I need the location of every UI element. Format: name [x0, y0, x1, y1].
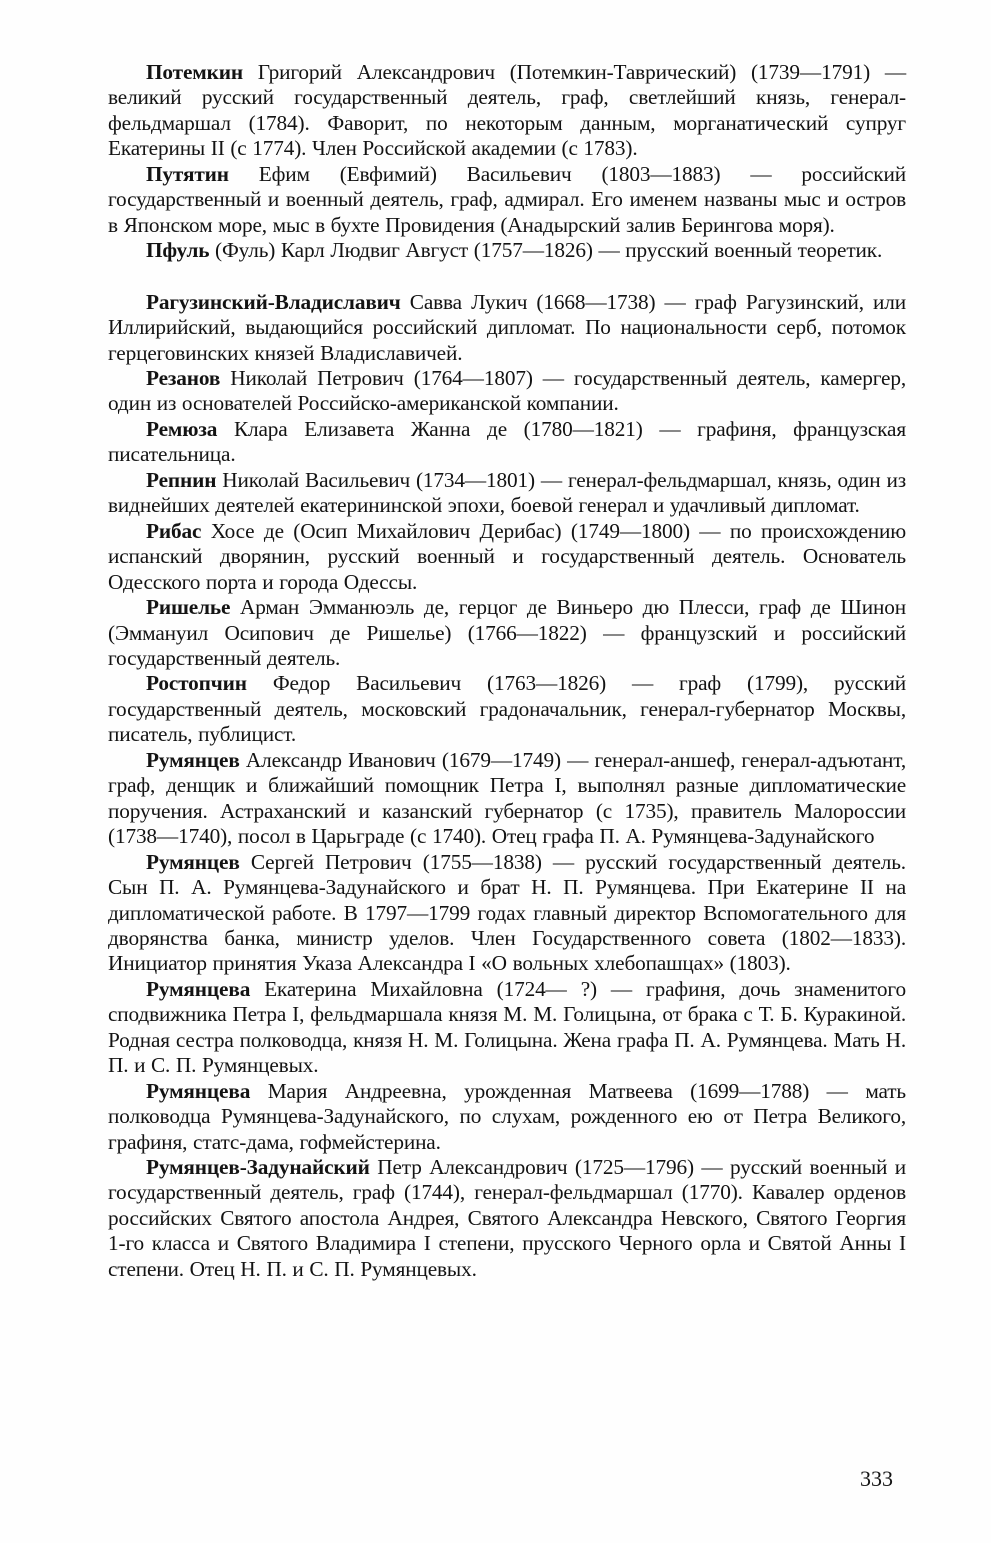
dictionary-entry [108, 60, 906, 162]
entry-text: Ефим (Евфимий) Васильевич (1803—1883) — российский государственный и военный деятель, граф, адмирал. Его именем названы мыс и остров в Японском море, мыс в бухте Провидения (Анадырский залив Берингова моря). [108, 161, 906, 237]
dictionary-entry [108, 468, 906, 519]
entry-text: Николай Васильевич (1734—1801) — генерал-фельдмаршал, князь, один из виднейших деятелей екатерининской эпохи, боевой генерал и удачливый дипломат. [108, 467, 906, 518]
entry-term: Ремюза [146, 416, 218, 441]
entry-text: Николай Петрович (1764—1807) — государственный деятель, камергер, один из основателей Российско-американской компании. [108, 365, 906, 416]
entry-term: Репнин [146, 467, 217, 492]
entry-text: Александр Иванович (1679—1749) — генерал-аншеф, генерал-адъютант, граф, денщик и ближайший помощник Петра I, выполнял разные дипломатические поручения. Астраханский и казанский губернатор (с 1735), правитель Малороссии (1738—1740), посол в Царьграде (с 1740). Отец графа П. А. Румянцева-Задунайского [108, 747, 906, 849]
dictionary-entry [108, 290, 906, 366]
entry-term: Румянцева [146, 976, 251, 1001]
entry-text: (Фуль) Карл Людвиг Август (1757—1826) — прусский военный теоретик. [215, 238, 883, 263]
dictionary-entry [108, 162, 906, 238]
entry-text: Григорий Александрович (Потемкин-Таврический) (1739—1791) — великий русский государственный деятель, граф, светлейший князь, генерал-фельдмаршал (1784). Фаворит, по некоторым данным, морганатический супруг Екатерины II (с 1774). Член Российской академии (с 1783). [108, 60, 906, 161]
dictionary-entry [108, 671, 906, 747]
dictionary-entry [108, 850, 906, 977]
entry-text: Федор Васильевич (1763—1826) — граф (1799), русский государственный деятель, московский градоначальник, генерал-губернатор Москвы, писатель, публицист. [108, 671, 906, 747]
entry-text: Екатерина Михайловна (1724— ?) — графиня, дочь знаменитого сподвижника Петра I, фельдмаршала князя М. М. Голицына, от брака с Т. Б. Куракиной. Родная сестра полководца, князя Н. М. Голицына. Жена графа П. А. Румянцева. Мать Н. П. и С. П. Румянцевых. [108, 976, 906, 1078]
entry-term: Румянцев [146, 849, 240, 874]
dictionary-entry [108, 366, 906, 417]
dictionary-entry [108, 1079, 906, 1155]
dictionary-entry [108, 417, 906, 468]
entry-term: Ришелье [146, 595, 231, 620]
entry-text: Клара Елизавета Жанна де (1780—1821) — графиня, французская писательница. [108, 416, 906, 467]
dictionary-entries [108, 60, 906, 1282]
entry-text: Савва Лукич (1668—1738) — граф Рагузинский, или Иллирийский, выдающийся российский дипломат. По национальности серб, потомок герцеговинских князей Владиславичей. [108, 289, 906, 365]
entry-text: Сергей Петрович (1755—1838) — русский государственный деятель. Сын П. А. Румянцева-Задунайского и брат Н. П. Румянцева. При Екатерине II на дипломатической работе. В 1797—1799 годах главный директор Вспомогательного для дворянства банка, министр уделов. Член Государственного совета (1802—1833). Инициатор принятия Указа Александра I «О вольных хлебопашцах» (1803). [108, 849, 906, 976]
entry-term: Румянцев [146, 747, 240, 772]
entry-text: Петр Александрович (1725—1796) — русский военный и государственный деятель, граф (1744), генерал-фельдмаршал (1770). Кавалер орденов российских Святого апостола Андрея, Святого Александра Невского, Святого Георгия 1-го класса и Святого Владимира I степени, прусского Черного орла и Святой Анны I степени. Отец Н. П. и С. П. Румянцевых. [108, 1155, 906, 1281]
dictionary-entry [108, 977, 906, 1079]
entry-term: Резанов [146, 365, 221, 390]
page-number: 333 [860, 1466, 893, 1491]
entry-term: Пфуль [146, 238, 210, 263]
entry-text: Арман Эмманюэль де, герцог де Виньеро дю Плесси, граф де Шинон (Эммануил Осипович де Ришелье) (1766—1822) — французский и российский государственный деятель. [108, 595, 906, 670]
entry-text: Мария Андреевна, урожденная Матвеева (1699—1788) — мать полководца Румянцева-Задунайского, по слухам, рожденного ею от Петра Великого, графиня, статс-дама, гофмейстерина. [108, 1078, 906, 1154]
dictionary-entry [108, 238, 906, 263]
entry-term: Рибас [146, 518, 202, 543]
entry-term: Румянцев-Задунайский [146, 1155, 370, 1180]
dictionary-entry [108, 519, 906, 595]
entry-text: Хосе де (Осип Михайлович Дерибас) (1749—1800) — по происхождению испанский дворянин, русский военный и государственный деятель. Основатель Одесского порта и города Одессы. [108, 518, 906, 594]
dictionary-entry [108, 1155, 906, 1282]
entry-term: Путятин [146, 161, 229, 186]
entry-term: Ростопчин [146, 671, 247, 696]
dictionary-entry [108, 748, 906, 850]
entry-term: Румянцева [146, 1078, 251, 1103]
dictionary-entry [108, 595, 906, 671]
entry-term: Потемкин [146, 60, 243, 84]
entry-term: Рагузинский-Владиславич [146, 289, 401, 314]
